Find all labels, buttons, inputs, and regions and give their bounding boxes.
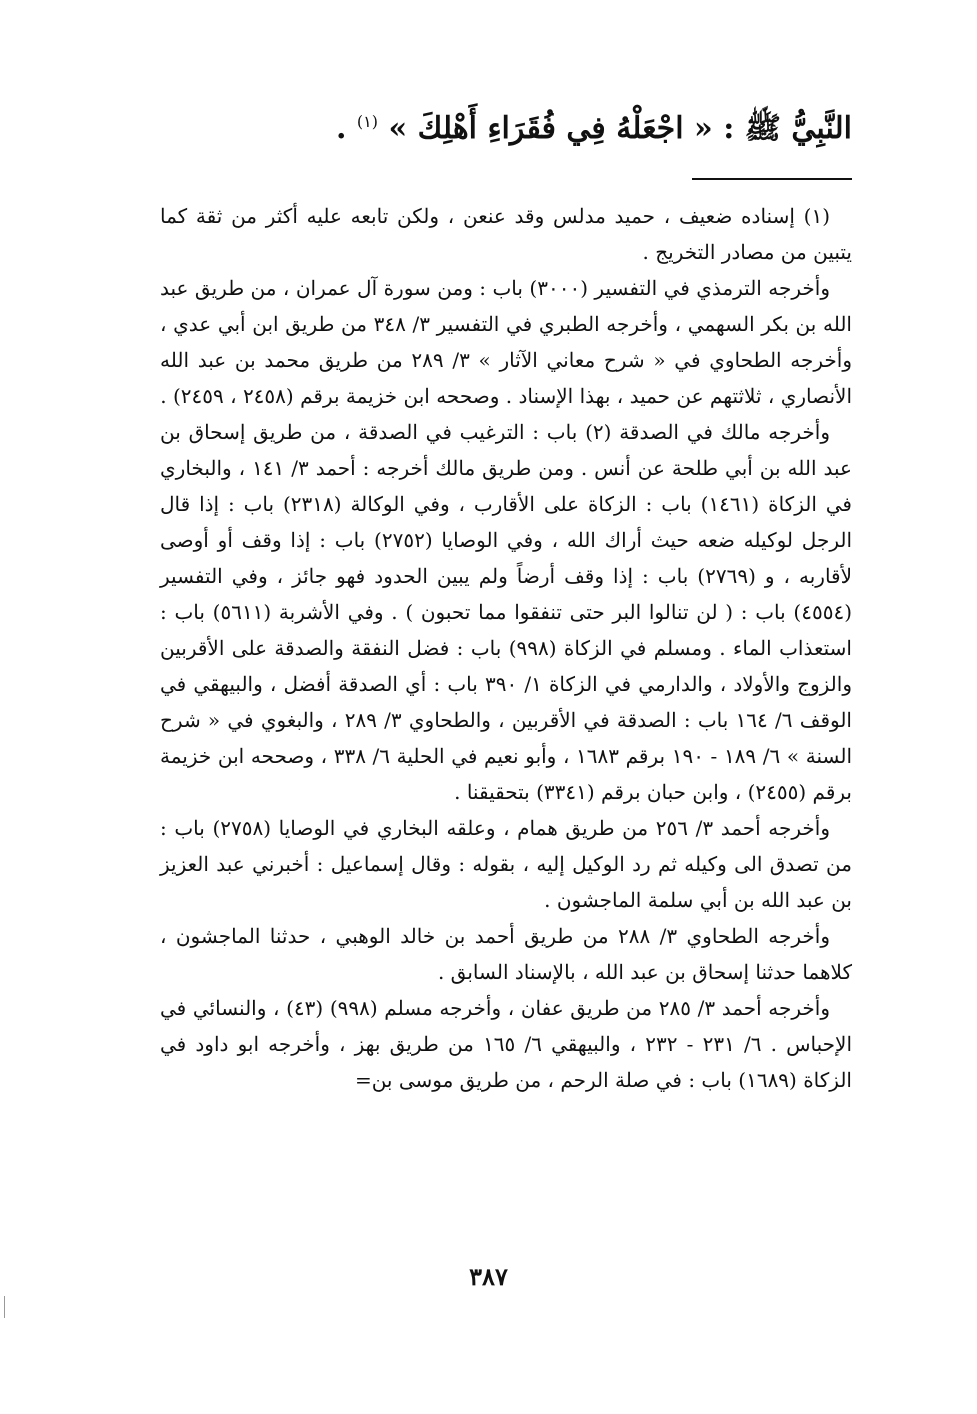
footnote-paragraph: وأخرجه أحمد ٣/ ٢٥٦ من طريق همام ، وعلقه البخاري في الوصايا (٢٧٥٨) باب : من تصدق الى وكيله ثم رد الوكيل إليه ، بقوله : وقال إسماعيل : أخبرني عبد العزيز بن عبد الله بن أبي سلمة الماجشون . [160, 816, 852, 912]
footnote-separator [692, 178, 852, 180]
main-text-end: . [335, 111, 347, 146]
footnote-paragraph: وأخرجه أحمد ٣/ ٢٨٥ من طريق عفان ، وأخرجه مسلم (٩٩٨) (٤٣) ، والنسائي في الإحباس . ٦/ ٢٣١ - ٢٣٢ ، والبيهقي ٦/ ١٦٥ من طريق بهز ، وأخرجه ابو داود في الزكاة (١٦٨٩) باب : في صلة الرحم ، من طريق موسى بن= [160, 996, 853, 1092]
footnote-paragraph: وأخرجه مالك في الصدقة (٢) باب : الترغيب في الصدقة ، من طريق إسحاق بن عبد الله بن أبي طلحة عن أنس . ومن طريق مالك أخرجه : أحمد ٣/ ١٤١ ، والبخاري في الزكاة (١٤٦١) باب : الزكاة على الأقارب ، وفي الوكالة (٢٣١٨) باب : إذا قال الرجل لوكيله ضعه حيث أراك الله ، وفي الوصايا (٢٧٥٢) باب : إذا وقف أو أوصى لأقاربه ، و (٢٧٦٩) باب : إذا وقف أرضاً ولم يبين الحدود فهو جائز ، وفي التفسير (٤٥٥٤) باب : ( لن تنالوا البر حتى تنفقوا مما تحبون ) . وفي الأشربة (٥٦١١) باب : استعذاب الماء . ومسلم في الزكاة (٩٩٨) باب : فضل النفقة والصدقة على الأقربين والزوج والأولاد ، والدارمي في الزكاة ١/ ٣٩٠ باب : أي الصدقة أفضل ، والبيهقي في الوقف ٦/ ١٦٤ باب : الصدقة في الأقربين ، والطحاوي ٣/ ٢٨٩ ، والبغوي في « شرح السنة » ٦/ ١٨٩ - ١٩٠ برقم ١٦٨٣ ، وأبو نعيم في الحلية ٦/ ٣٣٨ ، وصححه ابن خزيمة برقم (٢٤٥٥) ، وابن حبان برقم (٣٣٤١) بتحقيقنا . [160, 420, 853, 804]
main-text: النَّبِيُّ ﷺ : « اجْعَلْهُ فِي فُقَرَاءِ أَهْلِكَ » [388, 111, 852, 146]
main-text-line [132, 100, 852, 151]
footnote-paragraph: (١) إسناده ضعيف ، حميد مدلس وقد عنعن ، ولكن تابعه عليه أكثر من ثقة كما يتبين من مصادر التخريج . [160, 204, 852, 264]
page-number: ٣٨٧ [469, 1262, 508, 1291]
footnote-paragraph: وأخرجه الترمذي في التفسير (٣٠٠٠) باب : ومن سورة آل عمران ، من طريق عبد الله بن بكر السهمي ، وأخرجه الطبري في التفسير ٣/ ٣٤٨ من طريق ابن أبي عدي ، وأخرجه الطحاوي في « شرح معاني الآثار » ٣/ ٢٨٩ من طريق محمد بن عبد الله الأنصاري ، ثلاثتهم عن حميد ، بهذا الإسناد . وصححه ابن خزيمة برقم (٢٤٥٨ ، ٢٤٥٩) . [160, 276, 853, 408]
footnote-paragraph: وأخرجه الطحاوي ٣/ ٢٨٨ من طريق أحمد بن خالد الوهبي ، حدثنا الماجشون ، كلاهما حدثنا إسحاق بن عبد الله ، بالإسناد السابق . [160, 924, 852, 984]
footnotes-block [160, 198, 852, 1098]
scan-margin-mark [4, 1296, 5, 1318]
footnote-reference: (١) [356, 112, 378, 131]
